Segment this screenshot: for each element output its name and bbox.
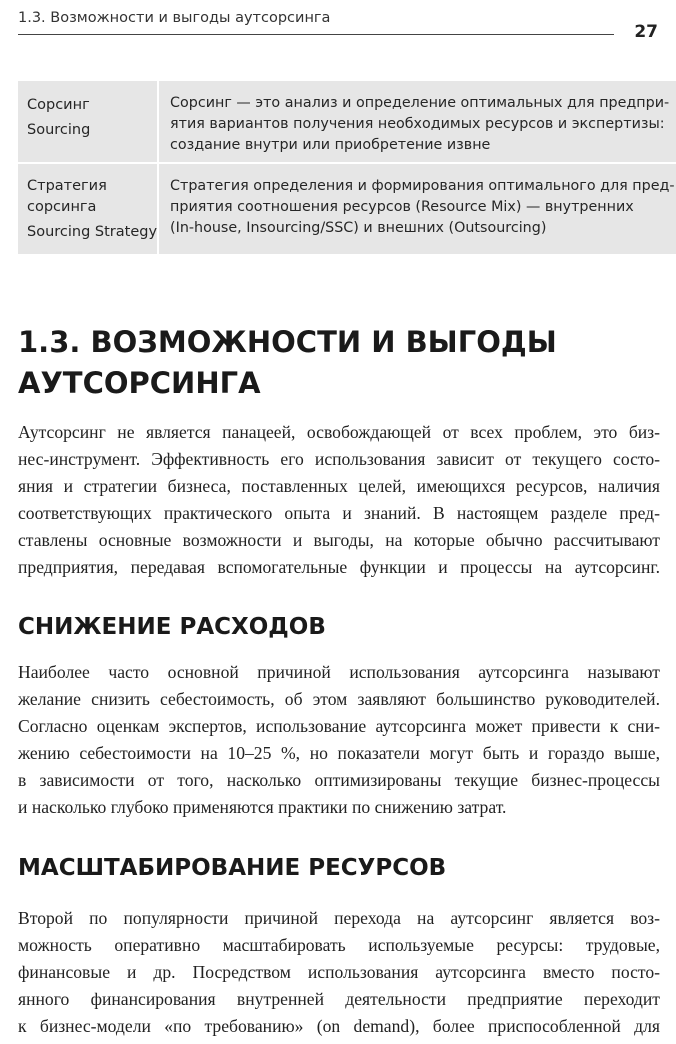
cost-reduction-paragraph <box>18 659 660 821</box>
section-title <box>18 322 557 404</box>
paragraph-line: и насколько глубоко применяются практики по снижению затрат. <box>18 797 507 817</box>
section-title-line: 1.3. ВОЗМОЖНОСТИ И ВЫГОДЫ <box>18 325 557 359</box>
glossary-definition-line: ятия вариантов получения необходимых ресурсов и экспертизы: <box>170 116 665 132</box>
running-header <box>18 8 658 42</box>
paragraph-line: Согласно оценкам экспертов, использование аутсорсинга может привести к сни- <box>18 716 660 736</box>
glossary-definition-line: создание внутри или приобретение извне <box>170 137 491 153</box>
paragraph-line: можность оперативно масштабировать используемые ресурсы: трудовые, <box>18 935 660 955</box>
paragraph-line: яния и стратегии бизнеса, поставленных целей, имеющихся ресурсов, наличия <box>18 476 660 496</box>
paragraph-line: в зависимости от того, насколько оптимизированы текущие бизнес-процессы <box>18 770 660 790</box>
paragraph-line: нес-инструмент. Эффективность его использования зависит от текущего состо- <box>18 449 660 469</box>
intro-paragraph <box>18 419 660 581</box>
glossary-term: сорсинга <box>27 199 97 215</box>
glossary-definition-line: Сорсинг — это анализ и определение оптимальных для предпри- <box>170 95 670 111</box>
paragraph-line: Наиболее часто основной причиной использования аутсорсинга называют <box>18 662 660 682</box>
glossary-definition-line: (In-house, Insourcing/SSC) и внешних (Outsourcing) <box>170 220 547 236</box>
glossary-definition-cell <box>158 81 676 163</box>
glossary-term: Сорсинг <box>27 97 90 113</box>
scaling-paragraph <box>18 905 660 1040</box>
paragraph-line: янного финансирования внутренней деятельности предприятие переходит <box>18 989 660 1009</box>
paragraph-line: финансовые и др. Посредством использования аутсорсинга вместо посто- <box>18 962 660 982</box>
glossary-table <box>18 81 676 254</box>
paragraph-line: ставлены основные возможности и выгоды, на которые обычно рассчитывают <box>18 530 660 550</box>
glossary-term-cell <box>18 81 158 163</box>
cost-reduction-heading: СНИЖЕНИЕ РАСХОДОВ <box>18 614 326 640</box>
paragraph-line: Аутсорсинг не является панацеей, освобождающей от всех проблем, это биз- <box>18 422 660 442</box>
glossary-term: Стратегия <box>27 178 107 194</box>
glossary-term: Sourcing Strategy <box>27 224 158 240</box>
glossary-term-cell <box>18 163 158 254</box>
glossary-row <box>18 163 676 254</box>
glossary-definition-line: приятия соотношения ресурсов (Resource Mix) — внутренних <box>170 199 634 215</box>
paragraph-line: желание снизить себестоимость, об этом заявляют большинство руководителей. <box>18 689 660 709</box>
paragraph-line: предприятия, передавая вспомогательные функции и процессы на аутсорсинг. <box>18 557 660 577</box>
glossary-term: Sourcing <box>27 122 91 138</box>
page-number: 27 <box>634 22 658 42</box>
paragraph-line: Второй по популярности причиной перехода на аутсорсинг является воз- <box>18 908 660 928</box>
header-rule <box>18 34 614 35</box>
glossary-definition-cell <box>158 163 676 254</box>
glossary-definition-line: Стратегия определения и формирования оптимального для пред- <box>170 178 675 194</box>
paragraph-line: жению себестоимости на 10–25 %, но показатели могут быть и гораздо выше, <box>18 743 660 763</box>
paragraph-line: соответствующих практического опыта и знаний. В настоящем разделе пред- <box>18 503 660 523</box>
running-title: 1.3. Возможности и выгоды аутсорсинга <box>18 10 331 26</box>
scaling-heading: МАСШТАБИРОВАНИЕ РЕСУРСОВ <box>18 855 447 881</box>
paragraph-line: к бизнес-модели «по требованию» (on demand), более приспособленной для <box>18 1016 660 1036</box>
section-title-line: АУТСОРСИНГА <box>18 366 261 400</box>
glossary-row <box>18 81 676 163</box>
